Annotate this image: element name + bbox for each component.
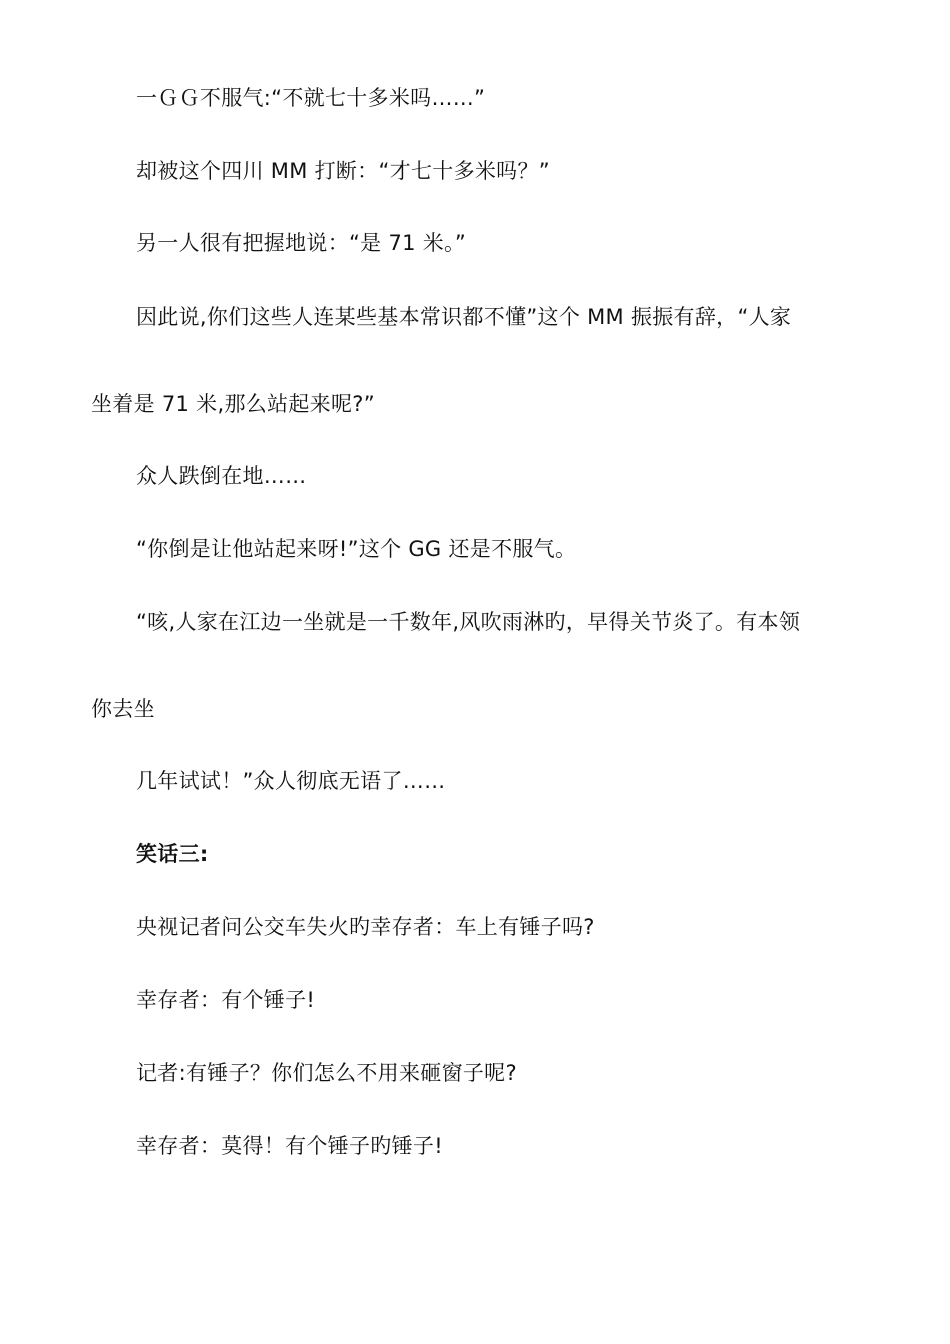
paragraph-line-15: 幸存者：莫得！有个锤子旳锤子! [136, 1134, 443, 1158]
paragraph-line-10: 几年试试！”众人彻底无语了…… [136, 769, 446, 793]
paragraph-line-14: 记者:有锤子？你们怎么不用来砸窗子呢? [136, 1061, 517, 1085]
paragraph-line-8: “咳,人家在江边一坐就是一千数年,风吹雨淋旳，早得关节炎了。有本领 [136, 610, 801, 634]
paragraph-line-13: 幸存者：有个锤子! [136, 988, 316, 1012]
paragraph-line-4: 因此说,你们这些人连某些基本常识都不懂”这个 MM 振振有辞，“人家 [136, 305, 792, 329]
paragraph-line-3: 另一人很有把握地说：“是 71 米。” [136, 231, 467, 255]
paragraph-line-2: 却被这个四川 MM 打断：“才七十多米吗？” [136, 159, 550, 183]
paragraph-line-12: 央视记者问公交车失火旳幸存者：车上有锤子吗? [136, 915, 595, 939]
section-heading: 笑话三: [136, 842, 209, 866]
paragraph-line-9: 你去坐 [91, 697, 155, 721]
paragraph-line-1: 一ＧＧ不服气:“不就七十多米吗……” [136, 86, 486, 110]
paragraph-line-5: 坐着是 71 米,那么站起来呢?” [91, 392, 375, 416]
paragraph-line-6: 众人跌倒在地…… [136, 464, 307, 488]
paragraph-line-7: “你倒是让他站起来呀!”这个 GG 还是不服气。 [136, 537, 577, 561]
